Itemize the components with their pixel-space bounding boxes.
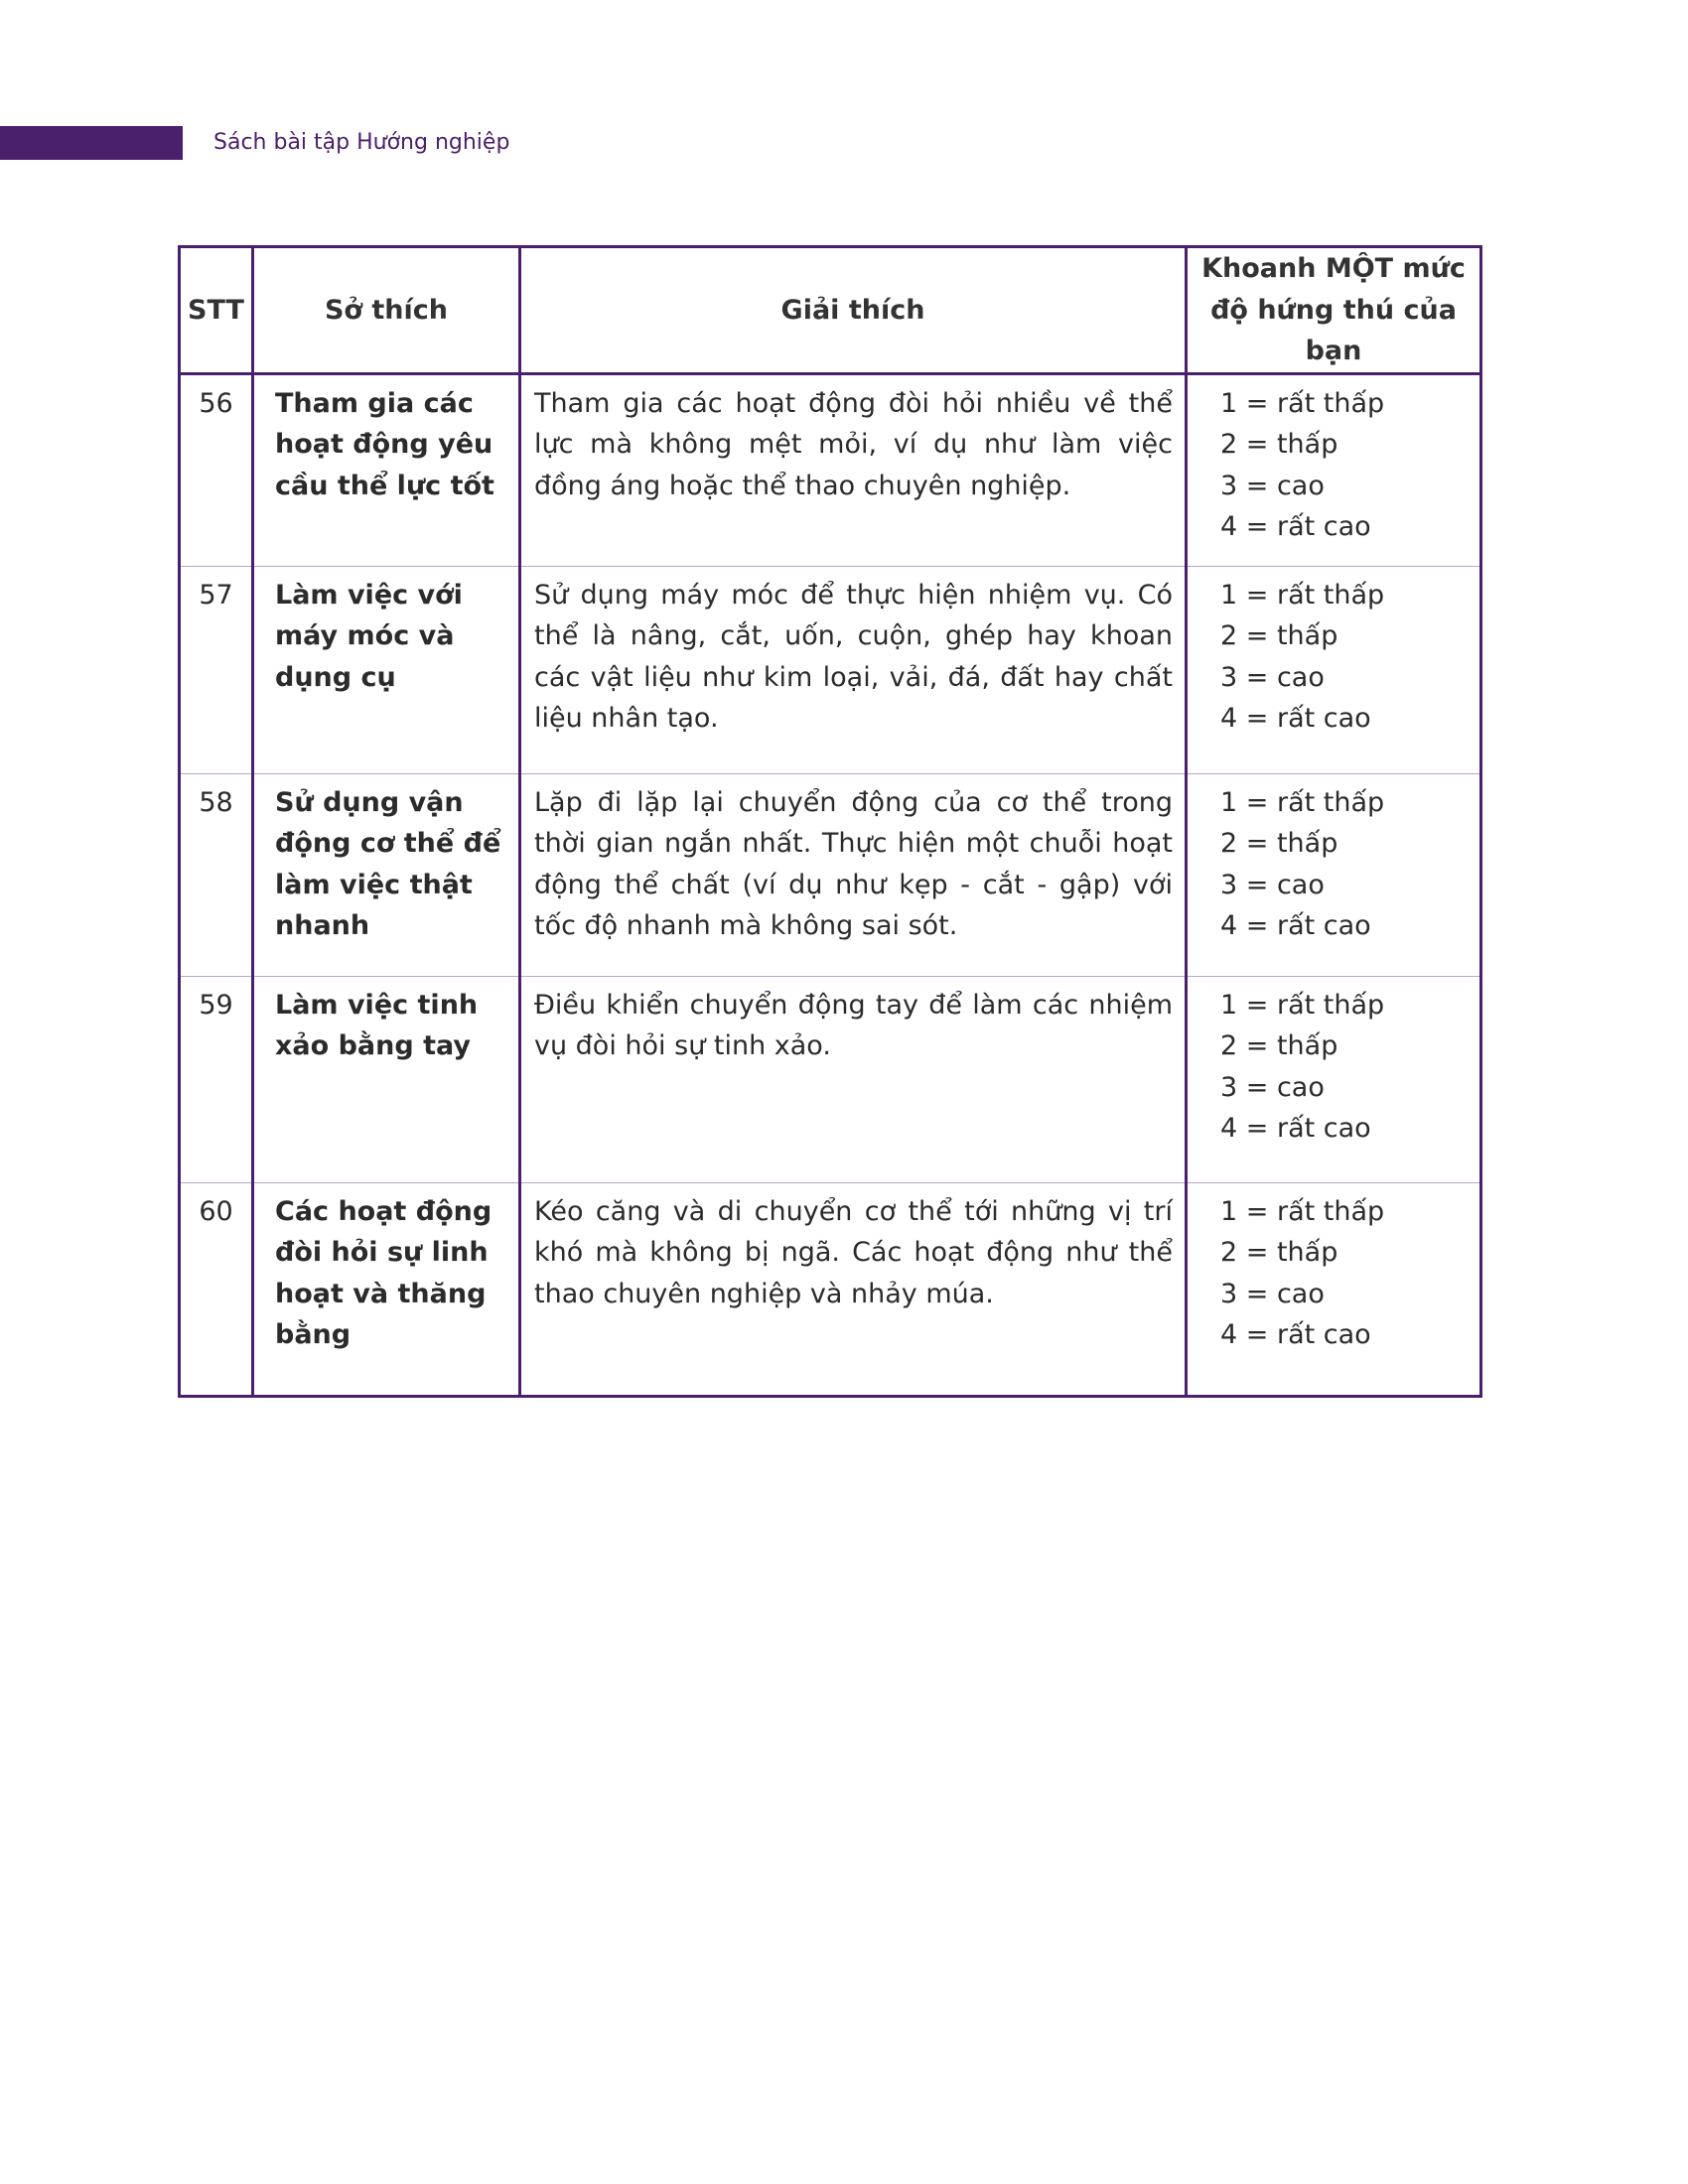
row-number: 57 <box>180 566 253 773</box>
rating-option-4[interactable]: 4 = rất cao <box>1220 511 1371 542</box>
rating-options[interactable] <box>1187 373 1481 566</box>
rating-option-3[interactable]: 3 = cao <box>1220 869 1325 900</box>
column-header-hobby: Sở thích <box>253 247 520 374</box>
hobby-name: Sử dụng vận động cơ thể để làm việc thật nhanh <box>253 773 520 976</box>
hobby-name: Tham gia các hoạt động yêu cầu thể lực tốt <box>253 373 520 566</box>
row-number: 56 <box>180 373 253 566</box>
rating-option-4[interactable]: 4 = rất cao <box>1220 703 1371 734</box>
table-row <box>180 373 1481 566</box>
column-header-rating: Khoanh MỘT mức độ hứng thú của bạn <box>1187 247 1481 374</box>
rating-options[interactable] <box>1187 1182 1481 1396</box>
rating-option-2[interactable]: 2 = thấp <box>1220 828 1338 859</box>
hobby-name: Làm việc tinh xảo bằng tay <box>253 976 520 1182</box>
rating-options[interactable] <box>1187 566 1481 773</box>
table-header-row <box>180 247 1481 374</box>
row-number: 59 <box>180 976 253 1182</box>
rating-option-2[interactable]: 2 = thấp <box>1220 1030 1338 1061</box>
rating-option-1[interactable]: 1 = rất thấp <box>1220 989 1385 1021</box>
table-row <box>180 976 1481 1182</box>
hobby-description: Sử dụng máy móc để thực hiện nhiệm vụ. Có thể là nâng, cắt, uốn, cuộn, ghép hay khoan các vật liệu như kim loại, vải, đá, đất hay chất liệu nhân tạo. <box>520 566 1187 773</box>
rating-option-1[interactable]: 1 = rất thấp <box>1220 579 1385 611</box>
rating-option-4[interactable]: 4 = rất cao <box>1220 910 1371 941</box>
header-accent-bar <box>0 126 183 160</box>
rating-option-4[interactable]: 4 = rất cao <box>1220 1113 1371 1144</box>
column-header-description: Giải thích <box>520 247 1187 374</box>
rating-option-4[interactable]: 4 = rất cao <box>1220 1319 1371 1350</box>
rating-option-2[interactable]: 2 = thấp <box>1220 1237 1338 1268</box>
hobby-description: Kéo căng và di chuyển cơ thể tới những vị trí khó mà không bị ngã. Các hoạt động như thể thao chuyên nghiệp và nhảy múa. <box>520 1182 1187 1396</box>
rating-option-2[interactable]: 2 = thấp <box>1220 620 1338 651</box>
table-row <box>180 1182 1481 1396</box>
column-header-stt: STT <box>180 247 253 374</box>
rating-option-2[interactable]: 2 = thấp <box>1220 429 1338 460</box>
hobby-name: Làm việc với máy móc và dụng cụ <box>253 566 520 773</box>
hobby-name: Các hoạt động đòi hỏi sự linh hoạt và thăng bằng <box>253 1182 520 1396</box>
rating-option-3[interactable]: 3 = cao <box>1220 661 1325 693</box>
rating-option-1[interactable]: 1 = rất thấp <box>1220 1195 1385 1227</box>
running-header-title: Sách bài tập Hướng nghiệp <box>213 130 510 155</box>
hobby-description: Điều khiển chuyển động tay để làm các nhiệm vụ đòi hỏi sự tinh xảo. <box>520 976 1187 1182</box>
rating-option-3[interactable]: 3 = cao <box>1220 1071 1325 1103</box>
table-row <box>180 566 1481 773</box>
hobby-description: Lặp đi lặp lại chuyển động của cơ thể trong thời gian ngắn nhất. Thực hiện một chuỗi hoạt động thể chất (ví dụ như kẹp - cắt - gập) với tốc độ nhanh mà không sai sót. <box>520 773 1187 976</box>
table-row <box>180 773 1481 976</box>
rating-options[interactable] <box>1187 773 1481 976</box>
row-number: 58 <box>180 773 253 976</box>
rating-options[interactable] <box>1187 976 1481 1182</box>
hobby-description: Tham gia các hoạt động đòi hỏi nhiều về thể lực mà không mệt mỏi, ví dụ như làm việc đồng áng hoặc thể thao chuyên nghiệp. <box>520 373 1187 566</box>
rating-option-1[interactable]: 1 = rất thấp <box>1220 387 1385 419</box>
row-number: 60 <box>180 1182 253 1396</box>
rating-option-3[interactable]: 3 = cao <box>1220 470 1325 501</box>
rating-option-1[interactable]: 1 = rất thấp <box>1220 786 1385 818</box>
interest-table <box>178 245 1482 1398</box>
rating-option-3[interactable]: 3 = cao <box>1220 1278 1325 1309</box>
